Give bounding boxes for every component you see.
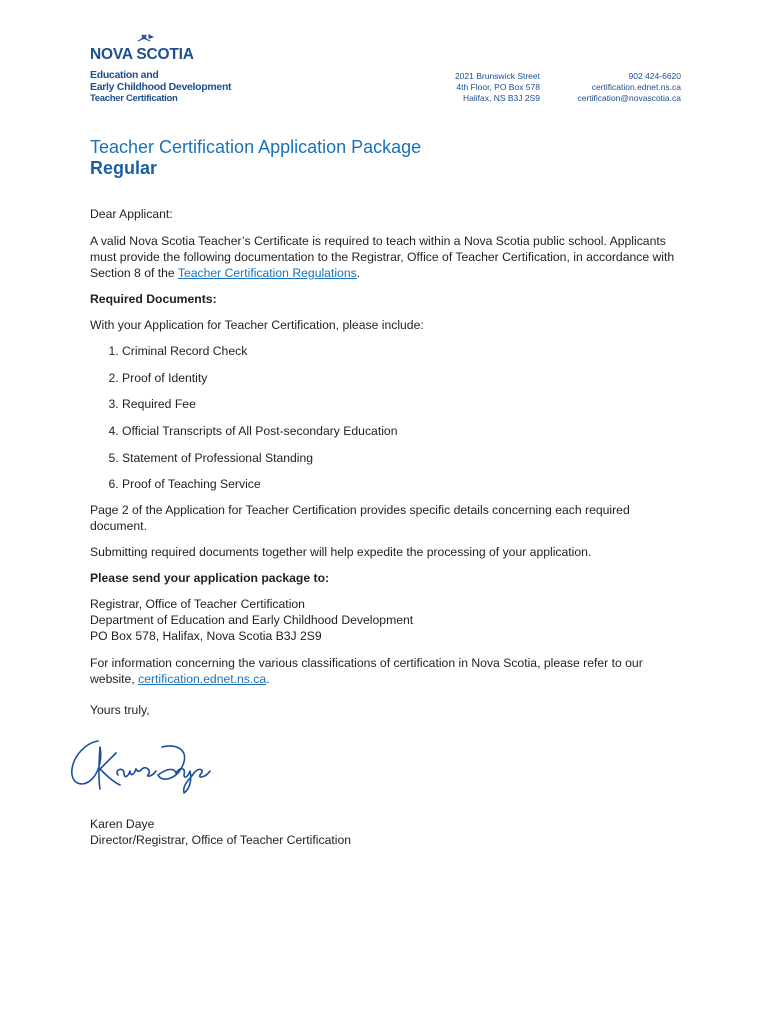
closing-salutation: Yours truly, — [90, 703, 150, 718]
mailing-line: Registrar, Office of Teacher Certification — [90, 597, 305, 612]
page-subtitle: Regular — [90, 158, 158, 178]
phone-number: 902 424-6620 — [628, 71, 681, 81]
department-line-1: Education and — [90, 69, 159, 81]
mailing-line: PO Box 578, Halifax, Nova Scotia B3J 2S9 — [90, 629, 322, 644]
regulations-link[interactable]: Teacher Certification Regulations — [177, 266, 357, 280]
certification-website-link[interactable]: certification.ednet.ns.ca — [138, 672, 267, 687]
email-text: certification@novascotia.ca — [577, 93, 681, 103]
nova-scotia-logo — [90, 33, 250, 73]
signer-title: Director/Registrar, Office of Teacher Certification — [90, 833, 352, 847]
website-text: certification.ednet.ns.ca — [591, 82, 681, 92]
info-end: . — [266, 672, 270, 687]
required-intro: With your Application for Teacher Certification, please include: — [90, 318, 424, 332]
required-documents-heading: Required Documents: — [90, 292, 217, 306]
office-address — [455, 71, 540, 104]
documents-list — [90, 343, 680, 492]
department-block — [90, 69, 231, 105]
list-item: 6. Proof of Teaching Service — [122, 476, 680, 492]
page-title: Teacher Certification Application Package — [90, 137, 422, 157]
logo-wordmark: NOVA SCOTIA — [90, 46, 194, 63]
submit-note: Submitting required documents together will help expedite the processing of your application. — [90, 545, 592, 560]
list-item: 5. Statement of Professional Standing — [122, 450, 680, 466]
mailing-address — [90, 596, 680, 644]
list-item: 3. Required Fee — [122, 396, 680, 412]
signature-block — [90, 816, 351, 848]
page2-note: Page 2 of the Application for Teacher Certification provides specific details concerning each required document. — [90, 503, 630, 534]
list-item: 1. Criminal Record Check — [122, 343, 680, 359]
letter-body — [90, 206, 680, 718]
handwritten-signature — [66, 727, 216, 807]
list-item: 2. Proof of Identity — [122, 370, 680, 386]
contact-info — [577, 71, 681, 104]
send-heading: Please send your application package to: — [90, 571, 330, 586]
info-paragraph — [90, 655, 680, 687]
division-name: Teacher Certification — [90, 93, 178, 104]
info-text: For information concerning the various classifications of certification in Nova Scotia, please refer to our website, — [90, 656, 643, 687]
intro-paragraph — [90, 233, 680, 281]
address-line: 4th Floor, PO Box 578 — [456, 82, 540, 92]
greeting: Dear Applicant: — [90, 207, 173, 221]
intro-text: A valid Nova Scotia Teacher’s Certificate is required to teach within a Nova Scotia public school. Applicants must provide the following documentation to the Registrar, Office of Teacher Certification, in accordance with Section 8 of the — [90, 234, 675, 280]
address-line: Halifax, NS B3J 2S9 — [462, 93, 540, 103]
mailing-line: Department of Education and Early Childhood Development — [90, 613, 414, 628]
intro-end: . — [356, 266, 361, 280]
department-line-2: Early Childhood Development — [90, 81, 232, 93]
address-line: 2021 Brunswick Street — [454, 71, 540, 81]
list-item: 4. Official Transcripts of All Post-secondary Education — [122, 423, 680, 439]
signer-name: Karen Daye — [90, 817, 155, 831]
